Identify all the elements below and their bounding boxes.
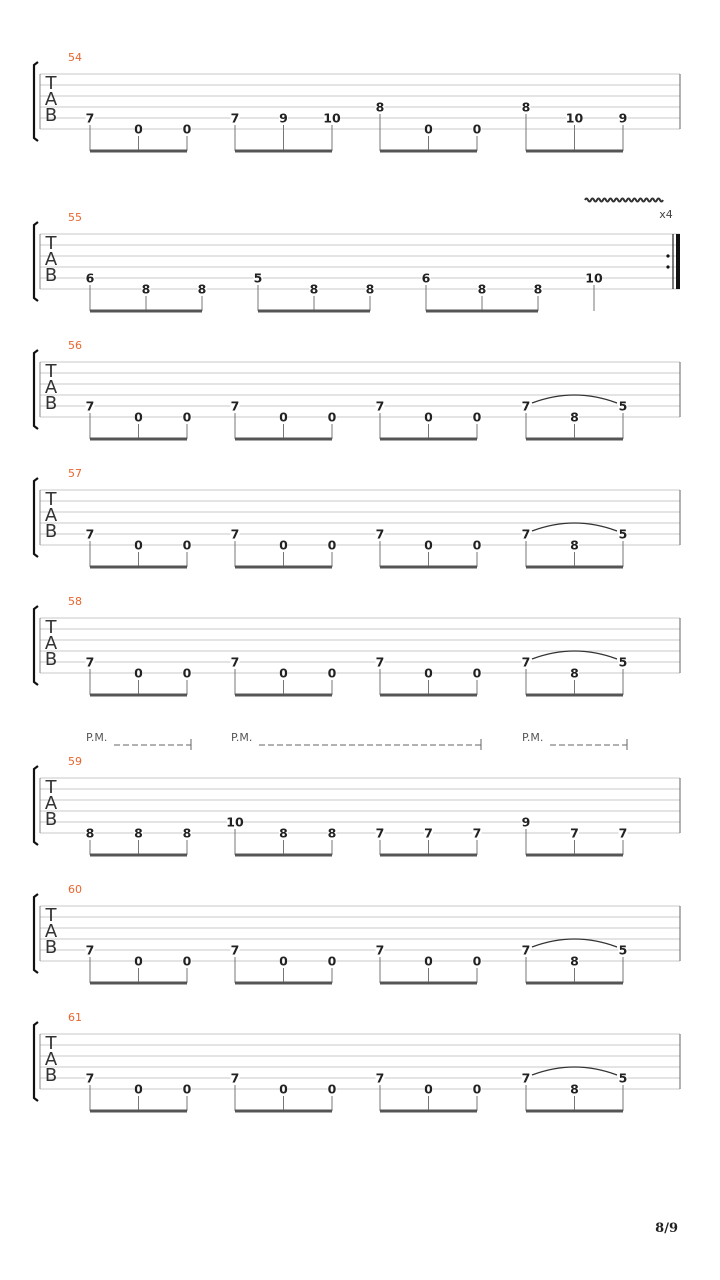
system-bracket <box>34 894 38 973</box>
fret-number: 7 <box>85 1070 95 1086</box>
measure-number: 55 <box>68 211 82 224</box>
fret-number: 5 <box>618 398 628 414</box>
fret-number: 10 <box>323 110 341 126</box>
fret-number: 0 <box>424 537 433 553</box>
fret-number: 7 <box>570 825 579 841</box>
fret-number: 7 <box>618 825 628 841</box>
fret-number: 7 <box>375 654 385 670</box>
tab-clef-letter: B <box>44 393 58 414</box>
fret-number: 8 <box>309 281 319 297</box>
fret-number: 0 <box>182 537 192 553</box>
fret-number: 5 <box>618 654 628 670</box>
tab-clef-letter: T <box>45 73 57 94</box>
fret-number: 8 <box>279 825 288 841</box>
fret-number: 8 <box>365 281 375 297</box>
fret-number: 0 <box>327 953 337 969</box>
fret-number: 0 <box>134 121 143 137</box>
fret-number: 8 <box>85 825 95 841</box>
fret-number: 8 <box>570 953 579 969</box>
tab-clef-letter: T <box>45 233 57 254</box>
page-number: 8/9 <box>655 1221 678 1236</box>
fret-number: 8 <box>197 281 207 297</box>
fret-number: 0 <box>182 665 192 681</box>
tab-clef-letter: A <box>44 377 58 398</box>
measure-number: 61 <box>68 1011 82 1024</box>
fret-number: 7 <box>375 398 385 414</box>
fret-number: 9 <box>618 110 628 126</box>
fret-number: 0 <box>134 409 143 425</box>
fret-number: 10 <box>585 270 603 286</box>
fret-number: 7 <box>521 398 531 414</box>
fret-number: 7 <box>230 654 240 670</box>
fret-number: 0 <box>182 121 192 137</box>
fret-number: 7 <box>230 398 240 414</box>
fret-number: 0 <box>182 1081 192 1097</box>
fret-number: 7 <box>375 942 385 958</box>
fret-number: 7 <box>521 942 531 958</box>
fret-number: 8 <box>134 825 143 841</box>
tab-clef-letter: T <box>45 1033 57 1054</box>
tab-clef-letter: B <box>44 521 58 542</box>
fret-number: 0 <box>134 1081 143 1097</box>
tab-clef-letter: B <box>44 649 58 670</box>
tab-clef-letter: A <box>44 249 58 270</box>
tab-clef-letter: A <box>44 89 58 110</box>
repeat-count: x4 <box>659 208 673 221</box>
fret-number: 0 <box>279 537 288 553</box>
tab-clef-letter: A <box>44 505 58 526</box>
system-bracket <box>34 222 38 301</box>
measure-number: 60 <box>68 883 82 896</box>
measure-number: 56 <box>68 339 82 352</box>
tab-clef-letter: B <box>44 809 58 830</box>
fret-number: 6 <box>421 270 431 286</box>
tab-clef-letter: A <box>44 921 58 942</box>
tab-clef-letter: B <box>44 265 58 286</box>
fret-number: 10 <box>226 814 244 830</box>
tab-clef-letter: T <box>45 777 57 798</box>
fret-number: 7 <box>85 526 95 542</box>
measure-number: 59 <box>68 755 82 768</box>
fret-number: 7 <box>521 654 531 670</box>
fret-number: 0 <box>182 409 192 425</box>
fret-number: 5 <box>253 270 263 286</box>
fret-number: 7 <box>85 654 95 670</box>
tab-clef-letter: A <box>44 793 58 814</box>
system-bracket <box>34 350 38 429</box>
slur <box>532 939 617 947</box>
fret-number: 0 <box>424 665 433 681</box>
fret-number: 0 <box>279 953 288 969</box>
tab-clef-letter: T <box>45 361 57 382</box>
fret-number: 8 <box>141 281 151 297</box>
fret-number: 7 <box>230 1070 240 1086</box>
fret-number: 8 <box>570 537 579 553</box>
fret-number: 0 <box>327 665 337 681</box>
fret-number: 0 <box>134 537 143 553</box>
fret-number: 0 <box>472 953 482 969</box>
fret-number: 8 <box>375 99 385 115</box>
system-bracket <box>34 606 38 685</box>
slur <box>532 523 617 531</box>
fret-number: 6 <box>85 270 95 286</box>
measure-number: 57 <box>68 467 82 480</box>
fret-number: 0 <box>472 1081 482 1097</box>
slur <box>532 1067 617 1075</box>
fret-number: 8 <box>570 1081 579 1097</box>
fret-number: 0 <box>327 537 337 553</box>
fret-number: 5 <box>618 526 628 542</box>
tab-clef-letter: A <box>44 633 58 654</box>
fret-number: 0 <box>327 409 337 425</box>
fret-number: 7 <box>521 526 531 542</box>
fret-number: 0 <box>182 953 192 969</box>
vibrato-mark <box>585 199 663 202</box>
fret-number: 8 <box>570 665 579 681</box>
fret-number: 0 <box>134 953 143 969</box>
slur <box>532 395 617 403</box>
tab-clef-letter: T <box>45 617 57 638</box>
fret-number: 8 <box>521 99 531 115</box>
fret-number: 8 <box>327 825 337 841</box>
fret-number: 0 <box>279 1081 288 1097</box>
slur <box>532 651 617 659</box>
fret-number: 7 <box>375 1070 385 1086</box>
fret-number: 8 <box>533 281 543 297</box>
fret-number: 7 <box>85 110 95 126</box>
tab-clef-letter: A <box>44 1049 58 1070</box>
fret-number: 5 <box>618 942 628 958</box>
fret-number: 9 <box>279 110 288 126</box>
fret-number: 0 <box>472 537 482 553</box>
fret-number: 0 <box>327 1081 337 1097</box>
fret-number: 0 <box>424 409 433 425</box>
fret-number: 0 <box>134 665 143 681</box>
fret-number: 0 <box>424 953 433 969</box>
system-bracket <box>34 766 38 845</box>
fret-number: 7 <box>375 825 385 841</box>
system-bracket <box>34 478 38 557</box>
fret-number: 7 <box>85 398 95 414</box>
measure-number: 54 <box>68 51 82 64</box>
system-bracket <box>34 1022 38 1101</box>
fret-number: 8 <box>570 409 579 425</box>
repeat-dot <box>666 265 669 268</box>
fret-number: 7 <box>230 110 240 126</box>
fret-number: 8 <box>182 825 192 841</box>
system-bracket <box>34 62 38 141</box>
measure-number: 58 <box>68 595 82 608</box>
palm-mute-label: P.M. <box>86 731 108 744</box>
fret-number: 0 <box>472 409 482 425</box>
fret-number: 0 <box>472 665 482 681</box>
fret-number: 7 <box>472 825 482 841</box>
fret-number: 8 <box>477 281 487 297</box>
fret-number: 10 <box>565 110 584 126</box>
palm-mute-label: P.M. <box>522 731 544 744</box>
fret-number: 7 <box>521 1070 531 1086</box>
tab-clef-letter: B <box>44 1065 58 1086</box>
fret-number: 0 <box>279 409 288 425</box>
fret-number: 0 <box>279 665 288 681</box>
tab-clef-letter: T <box>45 489 57 510</box>
tab-clef-letter: T <box>45 905 57 926</box>
palm-mute-label: P.M. <box>231 731 253 744</box>
fret-number: 7 <box>375 526 385 542</box>
fret-number: 7 <box>230 526 240 542</box>
fret-number: 0 <box>424 1081 433 1097</box>
tab-clef-letter: B <box>44 105 58 126</box>
fret-number: 5 <box>618 1070 628 1086</box>
fret-number: 9 <box>521 814 531 830</box>
fret-number: 0 <box>472 121 482 137</box>
fret-number: 7 <box>230 942 240 958</box>
fret-number: 7 <box>85 942 95 958</box>
repeat-dot <box>666 254 669 257</box>
fret-number: 7 <box>424 825 433 841</box>
tab-clef-letter: B <box>44 937 58 958</box>
fret-number: 0 <box>424 121 433 137</box>
